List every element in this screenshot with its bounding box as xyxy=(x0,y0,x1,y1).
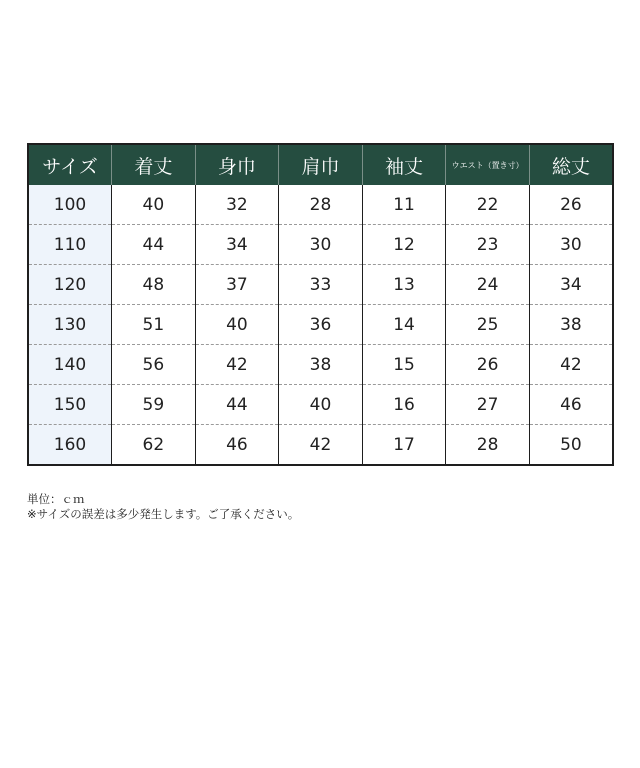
table-cell: 17 xyxy=(362,425,446,466)
header-sleeve-length: 袖丈 xyxy=(362,144,446,185)
header-waist: ウエスト（置き寸） xyxy=(446,144,530,185)
notes-block xyxy=(27,492,299,522)
header-shoulder-width: 肩巾 xyxy=(279,144,363,185)
table-cell: 15 xyxy=(362,345,446,385)
table-cell: 13 xyxy=(362,265,446,305)
table-cell: 26 xyxy=(446,345,530,385)
header-total-length: 総丈 xyxy=(529,144,613,185)
table-cell: 44 xyxy=(112,225,196,265)
size-cell: 110 xyxy=(28,225,112,265)
table-cell: 24 xyxy=(446,265,530,305)
table-cell: 12 xyxy=(362,225,446,265)
size-cell: 130 xyxy=(28,305,112,345)
table-cell: 46 xyxy=(529,385,613,425)
table-cell: 40 xyxy=(279,385,363,425)
unit-note: 単位：ｃｍ xyxy=(27,492,85,506)
table-cell: 44 xyxy=(195,385,279,425)
table-cell: 56 xyxy=(112,345,196,385)
size-chart-table xyxy=(27,143,614,466)
table-cell: 50 xyxy=(529,425,613,466)
table-row xyxy=(28,425,613,466)
header-length: 着丈 xyxy=(112,144,196,185)
table-cell: 27 xyxy=(446,385,530,425)
table-row xyxy=(28,225,613,265)
table-cell: 22 xyxy=(446,185,530,225)
disclaimer-note: ※サイズの誤差は多少発生します。ご了承ください。 xyxy=(27,507,300,521)
table-cell: 28 xyxy=(446,425,530,466)
size-cell: 150 xyxy=(28,385,112,425)
table-cell: 59 xyxy=(112,385,196,425)
table-cell: 23 xyxy=(446,225,530,265)
header-body-width: 身巾 xyxy=(195,144,279,185)
table-cell: 26 xyxy=(529,185,613,225)
size-cell: 160 xyxy=(28,425,112,466)
header-size: サイズ xyxy=(28,144,112,185)
table-cell: 42 xyxy=(279,425,363,466)
table-row xyxy=(28,345,613,385)
table-row xyxy=(28,385,613,425)
table-cell: 38 xyxy=(529,305,613,345)
size-cell: 100 xyxy=(28,185,112,225)
table-cell: 32 xyxy=(195,185,279,225)
table-cell: 51 xyxy=(112,305,196,345)
table-cell: 11 xyxy=(362,185,446,225)
size-cell: 120 xyxy=(28,265,112,305)
table-cell: 33 xyxy=(279,265,363,305)
table-cell: 28 xyxy=(279,185,363,225)
table-cell: 34 xyxy=(529,265,613,305)
table-cell: 34 xyxy=(195,225,279,265)
table-cell: 62 xyxy=(112,425,196,466)
table-cell: 25 xyxy=(446,305,530,345)
table-cell: 42 xyxy=(529,345,613,385)
table-row xyxy=(28,305,613,345)
table-cell: 40 xyxy=(195,305,279,345)
table-cell: 16 xyxy=(362,385,446,425)
table-cell: 48 xyxy=(112,265,196,305)
table-cell: 36 xyxy=(279,305,363,345)
table-cell: 37 xyxy=(195,265,279,305)
table-cell: 40 xyxy=(112,185,196,225)
table-header-row xyxy=(28,144,613,185)
table-row xyxy=(28,265,613,305)
table-cell: 30 xyxy=(279,225,363,265)
table-cell: 14 xyxy=(362,305,446,345)
table-cell: 30 xyxy=(529,225,613,265)
size-cell: 140 xyxy=(28,345,112,385)
table-cell: 42 xyxy=(195,345,279,385)
table-cell: 46 xyxy=(195,425,279,466)
table-row xyxy=(28,185,613,225)
table-cell: 38 xyxy=(279,345,363,385)
